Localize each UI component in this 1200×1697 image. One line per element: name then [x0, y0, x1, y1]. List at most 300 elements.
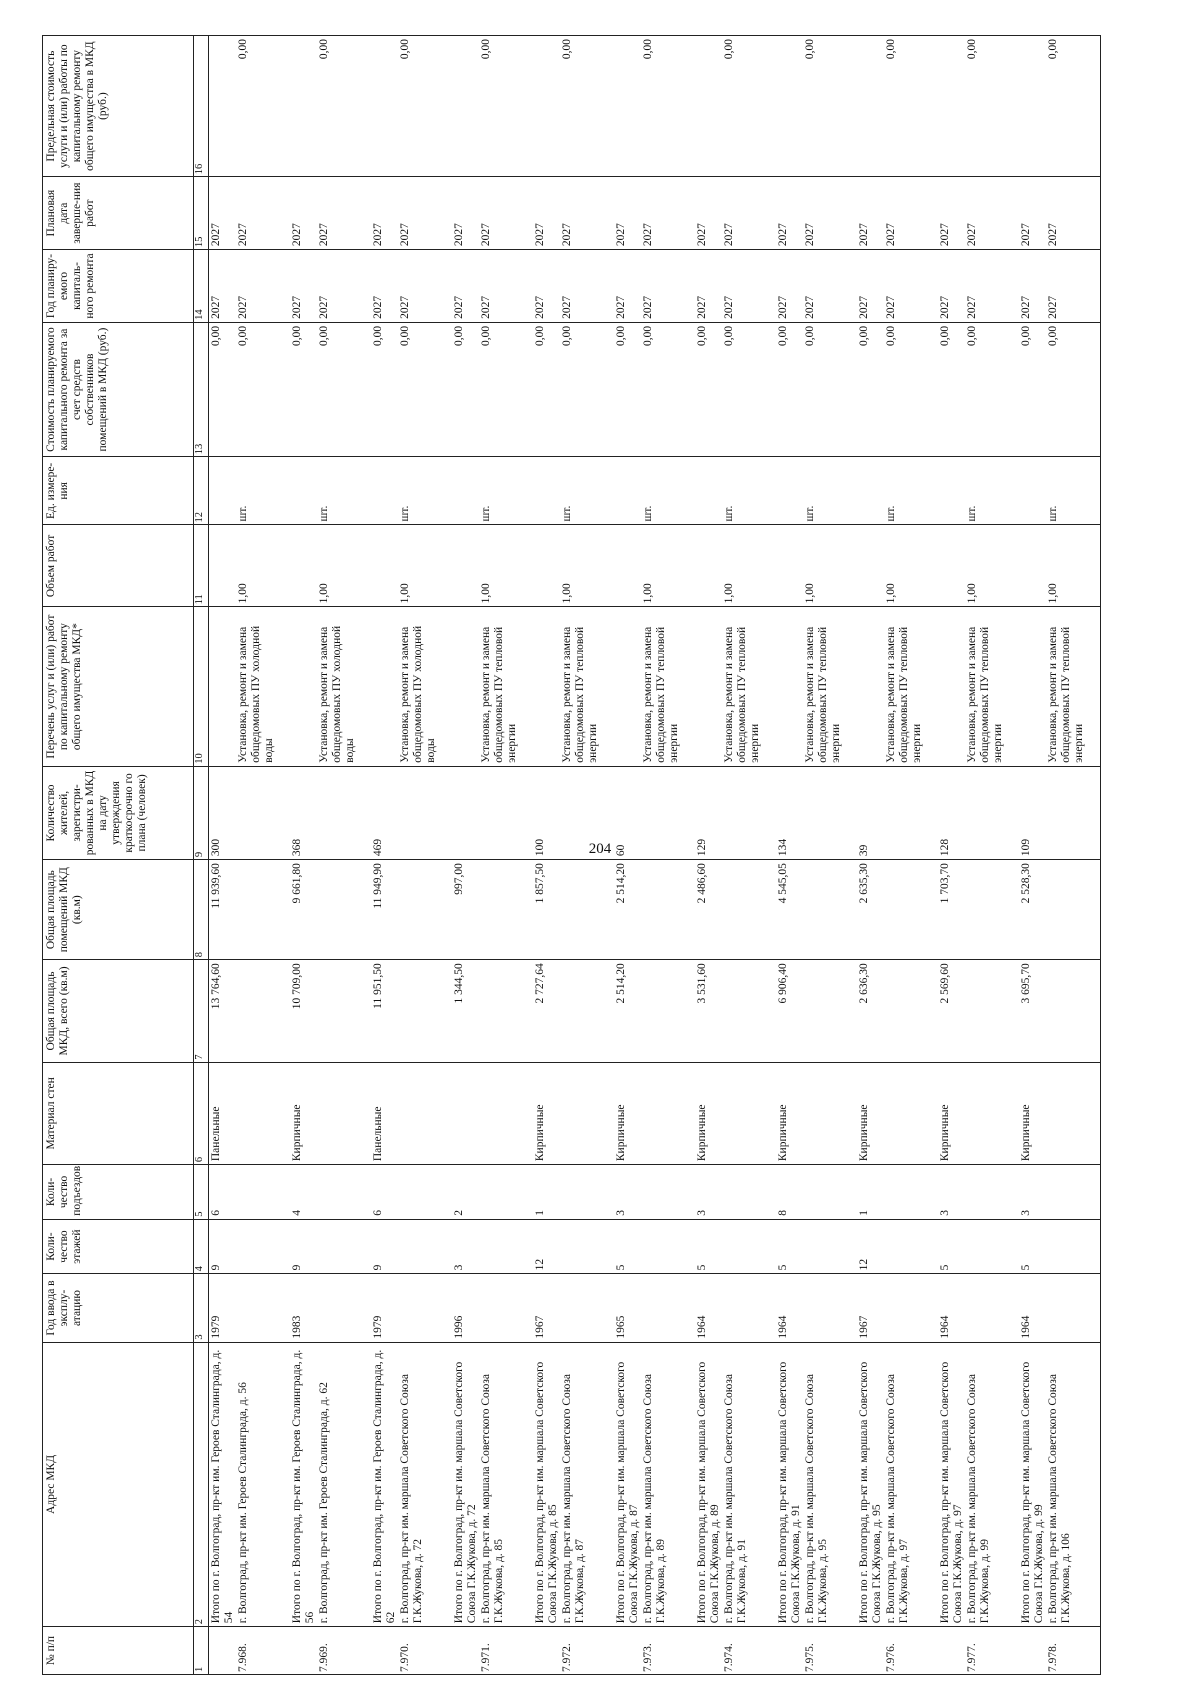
cell-col-3: 1983 — [290, 1274, 317, 1342]
cell-col-15: 2027 — [722, 177, 776, 250]
cell-col-6 — [452, 1062, 479, 1164]
cell-col-9: 39 — [857, 766, 884, 859]
page-number: 204 — [588, 841, 612, 857]
cell-col-4: 12 — [533, 1219, 560, 1274]
cell-col-8 — [236, 860, 290, 960]
cell-col-11: 1,00 — [884, 525, 938, 607]
total-row — [1019, 36, 1046, 1675]
cell-col-9 — [452, 766, 479, 859]
cell-col-2: г. Волгоград, пр-кт им. Героев Сталинграда, д. 62 — [317, 1342, 371, 1627]
cell-col-4: 5 — [938, 1219, 965, 1274]
cell-col-2: г. Волгоград, пр-кт им. Героев Сталинграда, д. 56 — [236, 1342, 290, 1627]
cell-col-11: 1,00 — [479, 525, 533, 607]
table-row — [317, 36, 371, 1675]
cell-col-4: 12 — [857, 1219, 884, 1274]
column-number-8: 8 — [194, 860, 209, 960]
cell-col-11: 1,00 — [641, 525, 695, 607]
cell-col-10 — [614, 607, 641, 766]
column-number-2: 2 — [194, 1342, 209, 1627]
cell-col-14: 2027 — [371, 250, 398, 323]
cell-col-13: 0,00 — [533, 322, 560, 456]
column-header-9: Количество жителей, зарегистри-рованных в МКД на дату утверждения краткосрочно го плана (человек) — [43, 766, 194, 859]
cell-col-3 — [317, 1274, 371, 1342]
cell-col-2: г. Волгоград, пр-кт им. маршала Советского Союза Г.К.Жукова, д. 89 — [641, 1342, 695, 1627]
total-row — [209, 36, 237, 1675]
cell-col-10 — [938, 607, 965, 766]
cell-col-2: г. Волгоград, пр-кт им. маршала Советского Союза Г.К.Жукова, д. 91 — [722, 1342, 776, 1627]
column-number-11: 11 — [194, 525, 209, 607]
cell-col-8 — [965, 860, 1019, 960]
cell-col-14: 2027 — [695, 250, 722, 323]
cell-col-2: Итого по г. Волгоград, пр-кт им. маршала Советского Союза Г.К.Жукова, д. 85 — [533, 1342, 560, 1627]
cell-col-7: 6 906,40 — [776, 960, 803, 1062]
cell-col-5 — [560, 1165, 614, 1220]
cell-col-14: 2027 — [560, 250, 614, 323]
column-header-10: Перечень услуг и (или) работ по капитальному ремонту общего имущества МКД* — [43, 607, 194, 766]
cell-col-2: Итого по г. Волгоград, пр-кт им. маршала Советского Союза Г.К.Жукова, д. 91 — [776, 1342, 803, 1627]
cell-col-6: Кирпичные — [614, 1062, 641, 1164]
cell-col-2: г. Волгоград, пр-кт им. маршала Советского Союза Г.К.Жукова, д. 106 — [1046, 1342, 1101, 1627]
cell-col-9 — [236, 766, 290, 859]
cell-col-7 — [722, 960, 776, 1062]
cell-col-3 — [560, 1274, 614, 1342]
cell-col-2: Итого по г. Волгоград, пр-кт им. маршала Советского Союза Г.К.Жукова, д. 97 — [938, 1342, 965, 1627]
cell-col-6 — [479, 1062, 533, 1164]
cell-col-10 — [533, 607, 560, 766]
cell-col-8: 1 857,50 — [533, 860, 560, 960]
table-body — [209, 36, 1101, 1675]
column-header-14: Год планиру-емого капиталь-ного ремонта — [43, 250, 194, 323]
cell-col-15: 2027 — [965, 177, 1019, 250]
cell-col-13: 0,00 — [803, 322, 857, 456]
cell-col-4 — [317, 1219, 371, 1274]
column-header-11: Объем работ — [43, 525, 194, 607]
column-number-12: 12 — [194, 457, 209, 525]
cell-col-5: 6 — [371, 1165, 398, 1220]
cell-col-12: шт. — [722, 457, 776, 525]
cell-col-5 — [803, 1165, 857, 1220]
cell-col-8: 9 661,80 — [290, 860, 317, 960]
cell-col-4 — [884, 1219, 938, 1274]
cell-col-1: 7.977. — [965, 1627, 1019, 1675]
cell-col-6 — [560, 1062, 614, 1164]
cell-col-4 — [722, 1219, 776, 1274]
cell-col-11: 1,00 — [560, 525, 614, 607]
cell-col-2: г. Волгоград, пр-кт им. маршала Советского Союза Г.К.Жукова, д. 87 — [560, 1342, 614, 1627]
cell-col-4: 9 — [209, 1219, 237, 1274]
cell-col-13: 0,00 — [290, 322, 317, 456]
table-header — [43, 36, 209, 1675]
cell-col-2: Итого по г. Волгоград, пр-кт им. маршала Советского Союза Г.К.Жукова, д. 95 — [857, 1342, 884, 1627]
cell-col-10: Установка, ремонт и замена общедомовых ПУ тепловой энергии — [1046, 607, 1101, 766]
cell-col-16 — [209, 36, 237, 177]
cell-col-9: 128 — [938, 766, 965, 859]
cell-col-16 — [290, 36, 317, 177]
total-row — [857, 36, 884, 1675]
column-header-6: Материал стен — [43, 1062, 194, 1164]
cell-col-5 — [722, 1165, 776, 1220]
cell-col-10 — [776, 607, 803, 766]
cell-col-15: 2027 — [209, 177, 237, 250]
cell-col-7: 2 514,20 — [614, 960, 641, 1062]
cell-col-11 — [1019, 525, 1046, 607]
cell-col-11: 1,00 — [236, 525, 290, 607]
cell-col-8 — [1046, 860, 1101, 960]
cell-col-2: Итого по г. Волгоград, пр-кт им. маршала Советского Союза Г.К.Жукова, д. 87 — [614, 1342, 641, 1627]
column-header-3: Год ввода в эксплу-атацию — [43, 1274, 194, 1342]
cell-col-5 — [236, 1165, 290, 1220]
table-row — [560, 36, 614, 1675]
cell-col-14: 2027 — [857, 250, 884, 323]
column-header-15: Плановая дата заверше-ния работ — [43, 177, 194, 250]
cell-col-10: Установка, ремонт и замена общедомовых ПУ тепловой энергии — [884, 607, 938, 766]
column-header-8: Общая площадь помещений МКД (кв.м) — [43, 860, 194, 960]
cell-col-13: 0,00 — [614, 322, 641, 456]
column-number-9: 9 — [194, 766, 209, 859]
cell-col-8: 2 486,60 — [695, 860, 722, 960]
cell-col-6: Кирпичные — [938, 1062, 965, 1164]
cell-col-16 — [776, 36, 803, 177]
cell-col-16 — [938, 36, 965, 177]
cell-col-3 — [236, 1274, 290, 1342]
total-row — [371, 36, 398, 1675]
cell-col-10 — [290, 607, 317, 766]
cell-col-8 — [884, 860, 938, 960]
total-row — [452, 36, 479, 1675]
column-header-7: Общая площадь МКД, всего (кв.м) — [43, 960, 194, 1062]
cell-col-12: шт. — [641, 457, 695, 525]
cell-col-5 — [965, 1165, 1019, 1220]
cell-col-5: 3 — [614, 1165, 641, 1220]
cell-col-12 — [371, 457, 398, 525]
cell-col-15: 2027 — [371, 177, 398, 250]
cell-col-8 — [398, 860, 452, 960]
cell-col-1: 7.971. — [479, 1627, 533, 1675]
cell-col-9 — [398, 766, 452, 859]
cell-col-12: шт. — [803, 457, 857, 525]
cell-col-16: 0,00 — [641, 36, 695, 177]
cell-col-13: 0,00 — [560, 322, 614, 456]
table-row — [884, 36, 938, 1675]
cell-col-1 — [695, 1627, 722, 1675]
cell-col-14: 2027 — [776, 250, 803, 323]
cell-col-6 — [722, 1062, 776, 1164]
cell-col-8 — [641, 860, 695, 960]
cell-col-2: Итого по г. Волгоград, пр-кт им. Героев Сталинграда, д. 54 — [209, 1342, 237, 1627]
cell-col-15: 2027 — [479, 177, 533, 250]
cell-col-9 — [479, 766, 533, 859]
cell-col-13: 0,00 — [452, 322, 479, 456]
cell-col-8: 11 949,90 — [371, 860, 398, 960]
cell-col-15: 2027 — [317, 177, 371, 250]
cell-col-9: 469 — [371, 766, 398, 859]
cell-col-7: 3 531,60 — [695, 960, 722, 1062]
cell-col-2: Итого по г. Волгоград, пр-кт им. маршала Советского Союза Г.К.Жукова, д. 89 — [695, 1342, 722, 1627]
cell-col-12: шт. — [479, 457, 533, 525]
cell-col-12: шт. — [560, 457, 614, 525]
cell-col-16 — [371, 36, 398, 177]
cell-col-6 — [1046, 1062, 1101, 1164]
cell-col-7 — [560, 960, 614, 1062]
cell-col-15: 2027 — [641, 177, 695, 250]
cell-col-7 — [803, 960, 857, 1062]
cell-col-3: 1996 — [452, 1274, 479, 1342]
cell-col-16: 0,00 — [803, 36, 857, 177]
cell-col-12: шт. — [965, 457, 1019, 525]
cell-col-1: 7.975. — [803, 1627, 857, 1675]
cell-col-5 — [641, 1165, 695, 1220]
cell-col-1: 7.978. — [1046, 1627, 1101, 1675]
cell-col-1 — [209, 1627, 237, 1675]
cell-col-4: 5 — [776, 1219, 803, 1274]
table-row — [236, 36, 290, 1675]
cell-col-7: 2 636,30 — [857, 960, 884, 1062]
column-number-1: 1 — [194, 1627, 209, 1675]
cell-col-8: 11 939,60 — [209, 860, 237, 960]
cell-col-13: 0,00 — [371, 322, 398, 456]
cell-col-16 — [695, 36, 722, 177]
cell-col-4: 9 — [290, 1219, 317, 1274]
cell-col-6 — [317, 1062, 371, 1164]
cell-col-8: 2 528,30 — [1019, 860, 1046, 960]
cell-col-10 — [209, 607, 237, 766]
cell-col-5: 8 — [776, 1165, 803, 1220]
cell-col-13: 0,00 — [857, 322, 884, 456]
cell-col-7 — [479, 960, 533, 1062]
cell-col-13: 0,00 — [695, 322, 722, 456]
cell-col-14: 2027 — [1046, 250, 1101, 323]
cell-col-2: г. Волгоград, пр-кт им. маршала Советского Союза Г.К.Жукова, д. 85 — [479, 1342, 533, 1627]
cell-col-13: 0,00 — [479, 322, 533, 456]
cell-col-6 — [398, 1062, 452, 1164]
cell-col-16 — [857, 36, 884, 177]
column-number-10: 10 — [194, 607, 209, 766]
cell-col-8 — [722, 860, 776, 960]
cell-col-14: 2027 — [533, 250, 560, 323]
cell-col-14: 2027 — [479, 250, 533, 323]
header-row — [43, 36, 194, 1675]
table-row — [965, 36, 1019, 1675]
cell-col-15: 2027 — [560, 177, 614, 250]
column-number-15: 15 — [194, 177, 209, 250]
cell-col-8: 997,00 — [452, 860, 479, 960]
cell-col-16: 0,00 — [317, 36, 371, 177]
cell-col-12: шт. — [1046, 457, 1101, 525]
cell-col-3: 1967 — [533, 1274, 560, 1342]
total-row — [938, 36, 965, 1675]
column-header-2: Адрес МКД — [43, 1342, 194, 1627]
cell-col-10 — [695, 607, 722, 766]
cell-col-3: 1979 — [209, 1274, 237, 1342]
cell-col-13: 0,00 — [1046, 322, 1101, 456]
cell-col-9 — [1046, 766, 1101, 859]
cell-col-7 — [398, 960, 452, 1062]
cell-col-11: 1,00 — [317, 525, 371, 607]
cell-col-1: 7.974. — [722, 1627, 776, 1675]
cell-col-7: 1 344,50 — [452, 960, 479, 1062]
cell-col-14: 2027 — [884, 250, 938, 323]
cell-col-15: 2027 — [533, 177, 560, 250]
cell-col-3: 1979 — [371, 1274, 398, 1342]
cell-col-8: 4 545,05 — [776, 860, 803, 960]
cell-col-6 — [236, 1062, 290, 1164]
cell-col-3 — [722, 1274, 776, 1342]
cell-col-11 — [533, 525, 560, 607]
cell-col-12: шт. — [317, 457, 371, 525]
cell-col-6 — [965, 1062, 1019, 1164]
total-row — [290, 36, 317, 1675]
cell-col-4 — [560, 1219, 614, 1274]
cell-col-12 — [614, 457, 641, 525]
cell-col-4: 5 — [695, 1219, 722, 1274]
total-row — [533, 36, 560, 1675]
cell-col-12 — [452, 457, 479, 525]
cell-col-4 — [1046, 1219, 1101, 1274]
cell-col-11 — [776, 525, 803, 607]
column-number-13: 13 — [194, 322, 209, 456]
cell-col-15: 2027 — [290, 177, 317, 250]
cell-col-11 — [290, 525, 317, 607]
cell-col-15: 2027 — [1019, 177, 1046, 250]
cell-col-14: 2027 — [614, 250, 641, 323]
cell-col-1 — [938, 1627, 965, 1675]
cell-col-15: 2027 — [884, 177, 938, 250]
cell-col-16: 0,00 — [1046, 36, 1101, 177]
cell-col-12 — [209, 457, 237, 525]
cell-col-14: 2027 — [1019, 250, 1046, 323]
cell-col-13: 0,00 — [884, 322, 938, 456]
cell-col-9: 60 — [614, 766, 641, 859]
cell-col-16: 0,00 — [236, 36, 290, 177]
cell-col-15: 2027 — [695, 177, 722, 250]
cell-col-10: Установка, ремонт и замена общедомовых ПУ тепловой энергии — [803, 607, 857, 766]
cell-col-11 — [857, 525, 884, 607]
column-header-4: Коли-чество этажей — [43, 1219, 194, 1274]
cell-col-1: 7.976. — [884, 1627, 938, 1675]
cell-col-6: Кирпичные — [533, 1062, 560, 1164]
cell-col-3 — [641, 1274, 695, 1342]
cell-col-2: г. Волгоград, пр-кт им. маршала Советского Союза Г.К.Жукова, д. 95 — [803, 1342, 857, 1627]
cell-col-3 — [803, 1274, 857, 1342]
cell-col-16 — [614, 36, 641, 177]
cell-col-10 — [857, 607, 884, 766]
cell-col-10: Установка, ремонт и замена общедомовых ПУ холодной воды — [236, 607, 290, 766]
cell-col-7: 11 951,50 — [371, 960, 398, 1062]
cell-col-2: Итого по г. Волгоград, пр-кт им. Героев Сталинграда, д. 62 — [371, 1342, 398, 1627]
cell-col-14: 2027 — [290, 250, 317, 323]
cell-col-7: 10 709,00 — [290, 960, 317, 1062]
cell-col-5 — [317, 1165, 371, 1220]
cell-col-9 — [965, 766, 1019, 859]
cell-col-9 — [884, 766, 938, 859]
cell-col-1 — [290, 1627, 317, 1675]
column-number-16: 16 — [194, 36, 209, 177]
cell-col-8: 1 703,70 — [938, 860, 965, 960]
cell-col-13: 0,00 — [236, 322, 290, 456]
cell-col-5: 1 — [533, 1165, 560, 1220]
cell-col-9: 100 — [533, 766, 560, 859]
cell-col-4: 3 — [452, 1219, 479, 1274]
cell-col-10 — [452, 607, 479, 766]
cell-col-10: Установка, ремонт и замена общедомовых ПУ тепловой энергии — [479, 607, 533, 766]
rotated-table-frame — [42, 35, 1182, 1675]
total-row — [614, 36, 641, 1675]
cell-col-10: Установка, ремонт и замена общедомовых ПУ тепловой энергии — [641, 607, 695, 766]
cell-col-12: шт. — [236, 457, 290, 525]
cell-col-14: 2027 — [236, 250, 290, 323]
cell-col-8 — [560, 860, 614, 960]
cell-col-2: Итого по г. Волгоград, пр-кт им. Героев Сталинграда, д. 56 — [290, 1342, 317, 1627]
cell-col-9 — [641, 766, 695, 859]
column-header-16: Предельная стоимость услуги и (или) работы по капитальному ремонту общего имущества в МКД (руб.) — [43, 36, 194, 177]
cell-col-1: 7.972. — [560, 1627, 614, 1675]
cell-col-8 — [317, 860, 371, 960]
cell-col-15: 2027 — [614, 177, 641, 250]
cell-col-8 — [479, 860, 533, 960]
cell-col-11 — [209, 525, 237, 607]
cell-col-3: 1967 — [857, 1274, 884, 1342]
cell-col-10: Установка, ремонт и замена общедомовых ПУ холодной воды — [398, 607, 452, 766]
column-header-12: Ед. измере-ния — [43, 457, 194, 525]
cell-col-5: 3 — [695, 1165, 722, 1220]
cell-col-13: 0,00 — [1019, 322, 1046, 456]
cell-col-1: 7.969. — [317, 1627, 371, 1675]
cell-col-3: 1964 — [1019, 1274, 1046, 1342]
cell-col-4 — [398, 1219, 452, 1274]
cell-col-1 — [776, 1627, 803, 1675]
cell-col-1 — [452, 1627, 479, 1675]
cell-col-14: 2027 — [722, 250, 776, 323]
cell-col-5: 3 — [938, 1165, 965, 1220]
cell-col-2: г. Волгоград, пр-кт им. маршала Советского Союза Г.К.Жукова, д. 97 — [884, 1342, 938, 1627]
cell-col-1 — [1019, 1627, 1046, 1675]
cell-col-11: 1,00 — [803, 525, 857, 607]
table-row — [398, 36, 452, 1675]
cell-col-15: 2027 — [857, 177, 884, 250]
cell-col-13: 0,00 — [398, 322, 452, 456]
table-row — [1046, 36, 1101, 1675]
table-row — [479, 36, 533, 1675]
column-number-7: 7 — [194, 960, 209, 1062]
cell-col-11 — [695, 525, 722, 607]
cell-col-1 — [533, 1627, 560, 1675]
cell-col-8: 2 514,20 — [614, 860, 641, 960]
cell-col-7 — [317, 960, 371, 1062]
cell-col-12 — [938, 457, 965, 525]
cell-col-5 — [398, 1165, 452, 1220]
cell-col-7: 13 764,60 — [209, 960, 237, 1062]
cell-col-16 — [1019, 36, 1046, 177]
cell-col-13: 0,00 — [938, 322, 965, 456]
cell-col-6: Кирпичные — [695, 1062, 722, 1164]
cell-col-4: 5 — [1019, 1219, 1046, 1274]
cell-col-12: шт. — [398, 457, 452, 525]
cell-col-5: 4 — [290, 1165, 317, 1220]
column-header-1: № п/п — [43, 1627, 194, 1675]
cell-col-16 — [452, 36, 479, 177]
cell-col-3 — [398, 1274, 452, 1342]
cell-col-11 — [371, 525, 398, 607]
cell-col-16: 0,00 — [479, 36, 533, 177]
cell-col-6 — [803, 1062, 857, 1164]
cell-col-16: 0,00 — [884, 36, 938, 177]
cell-col-10: Установка, ремонт и замена общедомовых ПУ тепловой энергии — [965, 607, 1019, 766]
cell-col-14: 2027 — [803, 250, 857, 323]
total-row — [695, 36, 722, 1675]
cell-col-6: Кирпичные — [290, 1062, 317, 1164]
cell-col-4 — [479, 1219, 533, 1274]
column-number-5: 5 — [194, 1165, 209, 1220]
